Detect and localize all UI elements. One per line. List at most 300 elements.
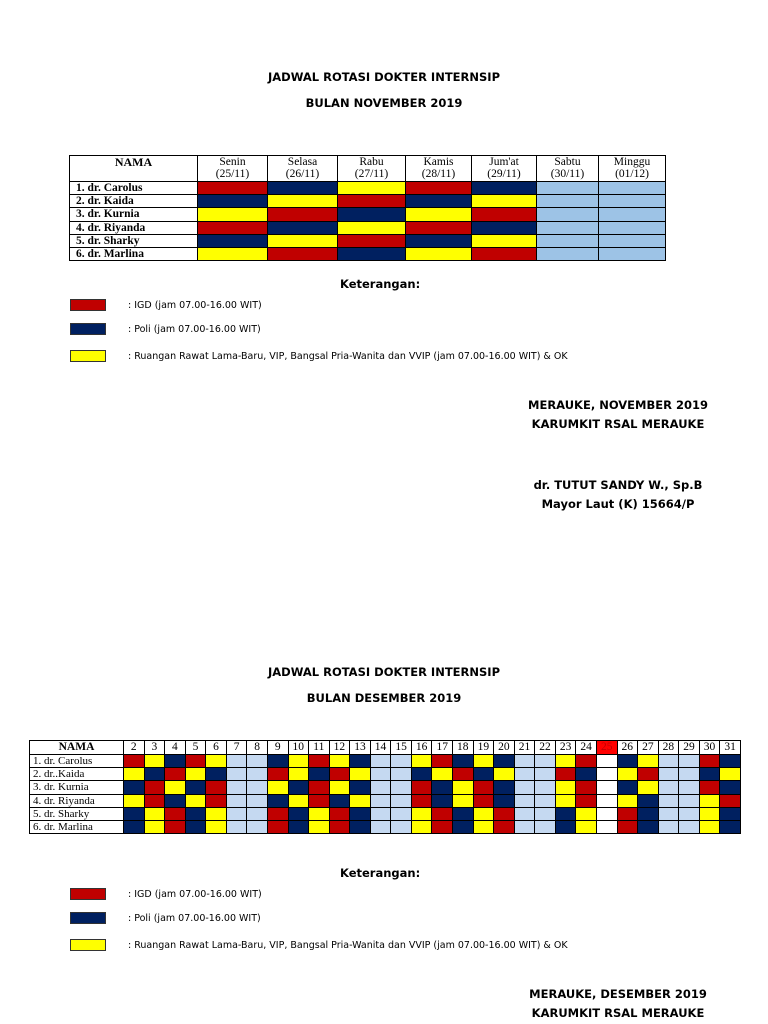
shift-cell	[599, 182, 666, 195]
shift-cell	[472, 182, 537, 195]
shift-cell	[124, 807, 145, 820]
shift-cell	[206, 820, 227, 833]
nama-header: NAMA	[70, 156, 198, 182]
shift-cell	[596, 807, 617, 820]
shift-cell	[350, 794, 371, 807]
shift-cell	[555, 755, 576, 768]
shift-cell	[537, 208, 599, 221]
shift-cell	[599, 247, 666, 260]
shift-cell	[411, 781, 432, 794]
shift-cell	[206, 794, 227, 807]
shift-cell	[350, 781, 371, 794]
shift-cell	[617, 781, 638, 794]
date-header: 29	[679, 741, 700, 755]
shift-cell	[267, 768, 288, 781]
shift-cell	[494, 768, 515, 781]
shift-cell	[453, 755, 474, 768]
sign-place: MERAUKE, NOVEMBER 2019	[528, 398, 708, 412]
shift-cell	[679, 755, 700, 768]
shift-cell	[370, 755, 391, 768]
date-header: 23	[555, 741, 576, 755]
shift-cell	[268, 234, 338, 247]
shift-cell	[165, 807, 186, 820]
day-header: Jum'at (29/11)	[472, 156, 537, 182]
shift-cell	[329, 794, 350, 807]
date-header: 26	[617, 741, 638, 755]
shift-cell	[699, 794, 720, 807]
december-signature-block	[500, 985, 736, 1023]
shift-cell	[267, 807, 288, 820]
shift-cell	[370, 807, 391, 820]
november-schedule-table	[69, 155, 666, 261]
shift-cell	[309, 755, 330, 768]
shift-cell	[514, 820, 535, 833]
december-title: JADWAL ROTASI DOKTER INTERNSIP	[267, 665, 501, 679]
shift-cell	[350, 807, 371, 820]
shift-cell	[679, 820, 700, 833]
shift-cell	[226, 768, 247, 781]
doctor-name: 1. dr. Carolus	[70, 182, 198, 195]
ruangan-swatch	[70, 939, 106, 951]
poli-legend-label: : Poli (jam 07.00-16.00 WIT)	[128, 913, 261, 924]
shift-cell	[198, 208, 268, 221]
shift-cell	[185, 820, 206, 833]
shift-cell	[165, 781, 186, 794]
shift-cell	[144, 781, 165, 794]
shift-cell	[268, 182, 338, 195]
shift-cell	[679, 807, 700, 820]
doctor-name: 4. dr. Riyanda	[30, 794, 124, 807]
shift-cell	[144, 820, 165, 833]
nama-header: NAMA	[30, 741, 124, 755]
shift-cell	[144, 794, 165, 807]
shift-cell	[411, 807, 432, 820]
shift-cell	[124, 794, 145, 807]
shift-cell	[472, 208, 537, 221]
day-header: Selasa (26/11)	[268, 156, 338, 182]
date-header: 8	[247, 741, 268, 755]
shift-cell	[453, 768, 474, 781]
shift-cell	[599, 195, 666, 208]
shift-cell	[638, 820, 659, 833]
shift-cell	[338, 182, 406, 195]
shift-cell	[494, 820, 515, 833]
shift-cell	[617, 768, 638, 781]
shift-cell	[206, 755, 227, 768]
shift-cell	[720, 807, 741, 820]
shift-cell	[406, 221, 472, 234]
shift-cell	[226, 794, 247, 807]
date-header: 21	[514, 741, 535, 755]
shift-cell	[596, 820, 617, 833]
shift-cell	[198, 221, 268, 234]
shift-cell	[596, 794, 617, 807]
shift-cell	[472, 195, 537, 208]
shift-cell	[679, 781, 700, 794]
shift-cell	[576, 768, 597, 781]
shift-cell	[453, 820, 474, 833]
date-header: 28	[658, 741, 679, 755]
shift-cell	[638, 794, 659, 807]
shift-cell	[494, 781, 515, 794]
date-header: 5	[185, 741, 206, 755]
date-header: 31	[720, 741, 741, 755]
december-schedule-table	[29, 740, 741, 834]
shift-cell	[185, 781, 206, 794]
shift-cell	[185, 794, 206, 807]
shift-cell	[198, 195, 268, 208]
date-header: 6	[206, 741, 227, 755]
shift-cell	[144, 755, 165, 768]
shift-cell	[288, 768, 309, 781]
shift-cell	[720, 768, 741, 781]
shift-cell	[473, 768, 494, 781]
day-header: Kamis (28/11)	[406, 156, 472, 182]
schedule-row	[30, 755, 741, 768]
shift-cell	[329, 807, 350, 820]
sign-place: MERAUKE, DESEMBER 2019	[529, 987, 707, 1001]
shift-cell	[638, 781, 659, 794]
shift-cell	[535, 755, 556, 768]
shift-cell	[350, 755, 371, 768]
shift-cell	[699, 781, 720, 794]
date-header: 3	[144, 741, 165, 755]
shift-cell	[473, 820, 494, 833]
shift-cell	[185, 755, 206, 768]
date-header: 15	[391, 741, 412, 755]
shift-cell	[494, 755, 515, 768]
shift-cell	[617, 820, 638, 833]
shift-cell	[329, 768, 350, 781]
schedule-row	[70, 221, 666, 234]
shift-cell	[638, 755, 659, 768]
igd-swatch	[70, 888, 106, 900]
shift-cell	[226, 807, 247, 820]
shift-cell	[453, 794, 474, 807]
date-header: 9	[267, 741, 288, 755]
date-header: 17	[432, 741, 453, 755]
schedule-row	[30, 781, 741, 794]
shift-cell	[494, 794, 515, 807]
shift-cell	[699, 768, 720, 781]
shift-cell	[247, 768, 268, 781]
shift-cell	[267, 781, 288, 794]
schedule-row	[70, 208, 666, 221]
shift-cell	[535, 768, 556, 781]
shift-cell	[391, 781, 412, 794]
shift-cell	[472, 247, 537, 260]
date-header: 7	[226, 741, 247, 755]
shift-cell	[617, 755, 638, 768]
shift-cell	[406, 208, 472, 221]
shift-cell	[309, 768, 330, 781]
ruangan-swatch	[70, 350, 106, 362]
shift-cell	[514, 781, 535, 794]
shift-cell	[576, 781, 597, 794]
shift-cell	[406, 247, 472, 260]
schedule-row	[70, 234, 666, 247]
shift-cell	[472, 234, 537, 247]
shift-cell	[535, 820, 556, 833]
schedule-row	[30, 794, 741, 807]
shift-cell	[720, 755, 741, 768]
ruangan-legend-label: : Ruangan Rawat Lama-Baru, VIP, Bangsal Pria-Wanita dan VVIP (jam 07.00-16.00 WIT) & OK	[128, 940, 568, 951]
shift-cell	[267, 820, 288, 833]
date-header: 12	[329, 741, 350, 755]
shift-cell	[370, 820, 391, 833]
december-subtitle: BULAN DESEMBER 2019	[306, 691, 462, 705]
shift-cell	[411, 820, 432, 833]
igd-legend-label: : IGD (jam 07.00-16.00 WIT)	[128, 889, 262, 900]
shift-cell	[206, 807, 227, 820]
shift-cell	[165, 820, 186, 833]
shift-cell	[338, 247, 406, 260]
shift-cell	[391, 807, 412, 820]
shift-cell	[432, 807, 453, 820]
shift-cell	[535, 807, 556, 820]
shift-cell	[370, 794, 391, 807]
shift-cell	[247, 781, 268, 794]
shift-cell	[617, 807, 638, 820]
shift-cell	[432, 794, 453, 807]
shift-cell	[370, 768, 391, 781]
shift-cell	[350, 768, 371, 781]
shift-cell	[391, 794, 412, 807]
doctor-name: 5. dr. Sharky	[70, 234, 198, 247]
shift-cell	[599, 234, 666, 247]
shift-cell	[391, 755, 412, 768]
shift-cell	[268, 247, 338, 260]
day-header: Rabu (27/11)	[338, 156, 406, 182]
shift-cell	[555, 768, 576, 781]
date-header: 11	[309, 741, 330, 755]
november-title: JADWAL ROTASI DOKTER INTERNSIP	[267, 70, 501, 84]
date-header: 20	[494, 741, 515, 755]
shift-cell	[309, 781, 330, 794]
shift-cell	[472, 221, 537, 234]
shift-cell	[617, 794, 638, 807]
shift-cell	[309, 794, 330, 807]
shift-cell	[144, 807, 165, 820]
doctor-name: 1. dr. Carolus	[30, 755, 124, 768]
shift-cell	[679, 794, 700, 807]
shift-cell	[247, 807, 268, 820]
shift-cell	[329, 755, 350, 768]
doctor-name: 5. dr. Sharky	[30, 807, 124, 820]
shift-cell	[432, 820, 453, 833]
shift-cell	[699, 755, 720, 768]
shift-cell	[720, 781, 741, 794]
shift-cell	[338, 234, 406, 247]
date-header: 4	[165, 741, 186, 755]
shift-cell	[124, 781, 145, 794]
shift-cell	[658, 755, 679, 768]
shift-cell	[185, 768, 206, 781]
date-header: 22	[535, 741, 556, 755]
date-header: 10	[288, 741, 309, 755]
doctor-name: 2. dr..Kaida	[30, 768, 124, 781]
shift-cell	[599, 221, 666, 234]
shift-cell	[267, 755, 288, 768]
holiday-date-header: 25	[596, 741, 617, 755]
shift-cell	[198, 182, 268, 195]
shift-cell	[658, 768, 679, 781]
shift-cell	[288, 807, 309, 820]
shift-cell	[720, 794, 741, 807]
shift-cell	[206, 768, 227, 781]
shift-cell	[473, 755, 494, 768]
shift-cell	[535, 781, 556, 794]
shift-cell	[288, 820, 309, 833]
ruangan-legend-label: : Ruangan Rawat Lama-Baru, VIP, Bangsal Pria-Wanita dan VVIP (jam 07.00-16.00 WIT) & OK	[128, 351, 568, 362]
shift-cell	[198, 247, 268, 260]
poli-swatch	[70, 912, 106, 924]
shift-cell	[537, 195, 599, 208]
shift-cell	[370, 781, 391, 794]
shift-cell	[537, 221, 599, 234]
day-header: Senin (25/11)	[198, 156, 268, 182]
shift-cell	[473, 807, 494, 820]
doctor-name: 6. dr. Marlina	[30, 820, 124, 833]
shift-cell	[350, 820, 371, 833]
shift-cell	[699, 820, 720, 833]
shift-cell	[576, 794, 597, 807]
shift-cell	[268, 208, 338, 221]
shift-cell	[537, 247, 599, 260]
date-header: 2	[124, 741, 145, 755]
shift-cell	[537, 182, 599, 195]
day-header: Minggu (01/12)	[599, 156, 666, 182]
shift-cell	[473, 794, 494, 807]
shift-cell	[411, 755, 432, 768]
day-header: Sabtu (30/11)	[537, 156, 599, 182]
shift-cell	[391, 820, 412, 833]
shift-cell	[596, 755, 617, 768]
shift-cell	[329, 820, 350, 833]
schedule-row	[30, 820, 741, 833]
shift-cell	[165, 768, 186, 781]
poli-swatch	[70, 323, 106, 335]
schedule-row	[70, 182, 666, 195]
november-signature-block	[500, 396, 736, 514]
shift-cell	[206, 781, 227, 794]
shift-cell	[338, 195, 406, 208]
shift-cell	[165, 755, 186, 768]
signer-rank: Mayor Laut (K) 15664/P	[541, 497, 695, 511]
shift-cell	[198, 234, 268, 247]
december-legend-title: Keterangan:	[340, 866, 421, 880]
shift-cell	[411, 794, 432, 807]
shift-cell	[338, 221, 406, 234]
sign-office: KARUMKIT RSAL MERAUKE	[531, 417, 705, 431]
date-header: 27	[638, 741, 659, 755]
shift-cell	[288, 794, 309, 807]
shift-cell	[268, 195, 338, 208]
shift-cell	[165, 794, 186, 807]
shift-cell	[494, 807, 515, 820]
shift-cell	[226, 755, 247, 768]
shift-cell	[406, 234, 472, 247]
shift-cell	[699, 807, 720, 820]
shift-cell	[124, 768, 145, 781]
shift-cell	[288, 755, 309, 768]
igd-legend-label: : IGD (jam 07.00-16.00 WIT)	[128, 300, 262, 311]
shift-cell	[555, 781, 576, 794]
shift-cell	[406, 195, 472, 208]
shift-cell	[247, 820, 268, 833]
date-header: 18	[453, 741, 474, 755]
sign-office: KARUMKIT RSAL MERAUKE	[531, 1006, 705, 1020]
shift-cell	[473, 781, 494, 794]
shift-cell	[514, 768, 535, 781]
date-header: 30	[699, 741, 720, 755]
shift-cell	[658, 781, 679, 794]
igd-swatch	[70, 299, 106, 311]
shift-cell	[555, 820, 576, 833]
shift-cell	[514, 807, 535, 820]
doctor-name: 4. dr. Riyanda	[70, 221, 198, 234]
shift-cell	[599, 208, 666, 221]
shift-cell	[124, 755, 145, 768]
shift-cell	[432, 768, 453, 781]
date-header: 24	[576, 741, 597, 755]
date-header: 13	[350, 741, 371, 755]
shift-cell	[537, 234, 599, 247]
shift-cell	[535, 794, 556, 807]
shift-cell	[268, 221, 338, 234]
shift-cell	[576, 755, 597, 768]
shift-cell	[411, 768, 432, 781]
shift-cell	[338, 208, 406, 221]
shift-cell	[658, 807, 679, 820]
shift-cell	[658, 794, 679, 807]
doctor-name: 3. dr. Kurnia	[70, 208, 198, 221]
shift-cell	[679, 768, 700, 781]
shift-cell	[576, 820, 597, 833]
shift-cell	[144, 768, 165, 781]
shift-cell	[514, 794, 535, 807]
shift-cell	[185, 807, 206, 820]
november-legend-title: Keterangan:	[340, 277, 421, 291]
shift-cell	[432, 781, 453, 794]
shift-cell	[124, 820, 145, 833]
shift-cell	[226, 781, 247, 794]
shift-cell	[658, 820, 679, 833]
shift-cell	[514, 755, 535, 768]
shift-cell	[329, 781, 350, 794]
november-subtitle: BULAN NOVEMBER 2019	[305, 96, 463, 110]
schedule-row	[30, 807, 741, 820]
shift-cell	[453, 781, 474, 794]
schedule-row	[70, 195, 666, 208]
poli-legend-label: : Poli (jam 07.00-16.00 WIT)	[128, 324, 261, 335]
shift-cell	[596, 768, 617, 781]
shift-cell	[596, 781, 617, 794]
schedule-row	[70, 247, 666, 260]
shift-cell	[720, 820, 741, 833]
shift-cell	[391, 768, 412, 781]
date-header: 19	[473, 741, 494, 755]
shift-cell	[226, 820, 247, 833]
schedule-row	[30, 768, 741, 781]
shift-cell	[247, 794, 268, 807]
shift-cell	[576, 807, 597, 820]
shift-cell	[406, 182, 472, 195]
shift-cell	[309, 820, 330, 833]
shift-cell	[288, 781, 309, 794]
doctor-name: 3. dr. Kurnia	[30, 781, 124, 794]
shift-cell	[555, 807, 576, 820]
